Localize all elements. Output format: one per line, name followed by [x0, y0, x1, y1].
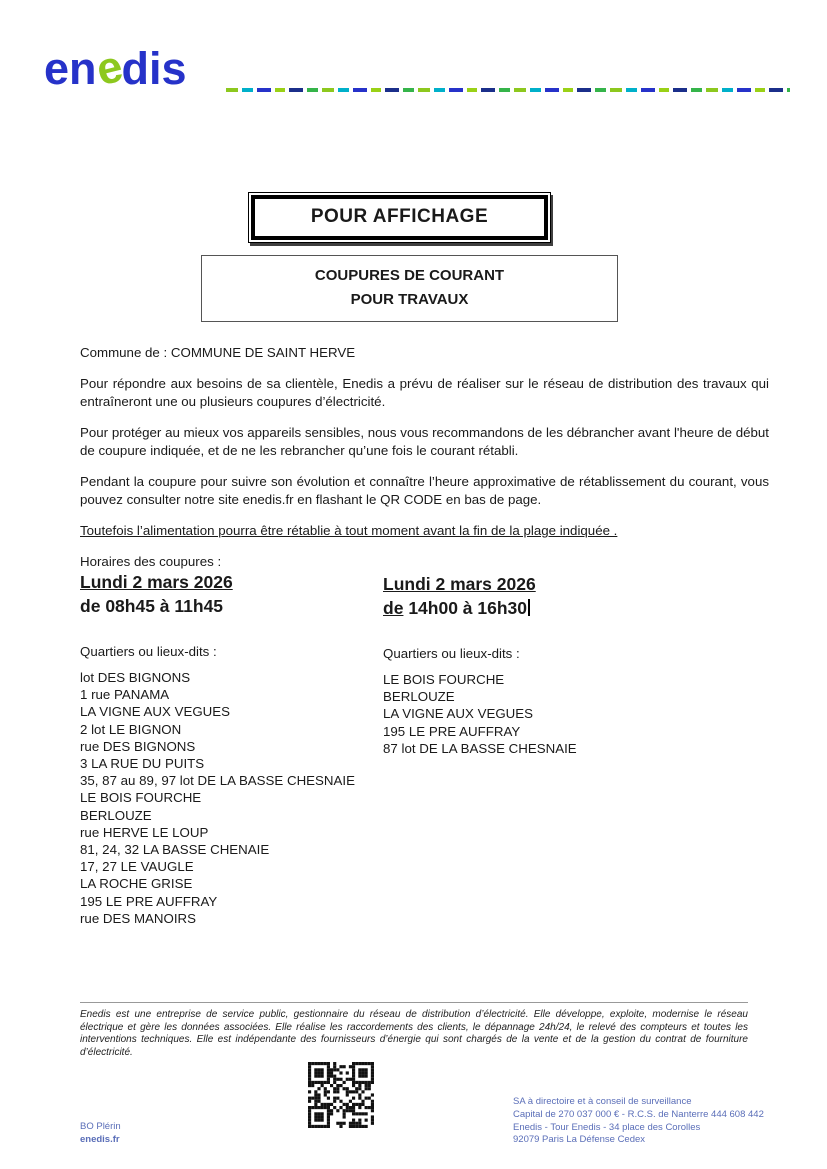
- list-item: LA VIGNE AUX VEGUES: [80, 704, 231, 720]
- company-line: 92079 Paris La Défense Cedex: [513, 1134, 646, 1146]
- schedule-left-date: Lundi 2 mars 2026: [80, 572, 233, 592]
- list-item: rue DES BIGNONS: [80, 738, 196, 754]
- schedule-left-label: Quartiers ou lieux-dits :: [80, 644, 217, 659]
- list-item: BERLOUZE: [80, 807, 152, 823]
- list-item: lot DES BIGNONS: [80, 670, 191, 685]
- notice-box: [201, 255, 618, 322]
- website-text: enedis.fr: [80, 1133, 120, 1145]
- highlight-sentence: Toutefois l’alimentation pourra être rétablie à tout moment avant la fin de la plage indiquée .: [80, 523, 618, 538]
- list-item: 17, 27 LE VAUGLE: [80, 859, 194, 875]
- pour-affichage-stamp: [248, 192, 551, 243]
- qr-code: [308, 1062, 374, 1128]
- office-name: BO Plérin: [80, 1121, 121, 1132]
- list-item: 35, 87 au 89, 97 lot DE LA BASSE CHESNAIE: [80, 773, 355, 789]
- footer-office-block: [80, 1121, 121, 1146]
- brand-dashed-line: [226, 88, 790, 92]
- schedule-right-time[interactable]: de 14h00 à 16h30: [383, 598, 678, 619]
- list-item: 87 lot DE LA BASSE CHESNAIE: [383, 740, 577, 756]
- list-item: LA ROCHE GRISE: [80, 876, 193, 892]
- list-item: 81, 24, 32 LA BASSE CHENAIE: [80, 842, 270, 858]
- list-item: 195 LE PRE AUFFRAY: [383, 723, 521, 739]
- legal-paragraph: Enedis est une entreprise de service public, gestionnaire du réseau de distribution d’électricité. Elle développe, exploite, modernise le réseau électrique et gère les données associées. Elle réalise les raccordements des clients, le dépannage 24h/24, le relevé des compteurs et toutes les interventions techniques. Elle est indépendante des fournisseurs d’énergie qui sont chargés de la vente et de la gestion du contrat de fourniture d’électricité.: [80, 1002, 748, 1059]
- notice-line1: COUPURES DE COURANT: [314, 267, 505, 284]
- paragraph-1: Pour répondre aux besoins de sa clientèle, Enedis a prévu de réaliser sur le réseau de distribution des travaux qui entraîneront une ou plusieurs coupures d’électricité.: [80, 376, 769, 409]
- commune-line: Commune de : COMMUNE DE SAINT HERVE: [80, 345, 356, 360]
- company-line: Capital de 270 037 000 € - R.C.S. de Nanterre 444 608 442: [513, 1108, 764, 1120]
- enedis-logo: [44, 39, 187, 96]
- list-item: LE BOIS FOURCHE: [80, 790, 202, 806]
- stamp-title: POUR AFFICHAGE: [251, 195, 548, 240]
- list-item: rue HERVE LE LOUP: [80, 824, 209, 840]
- schedule-right-date: Lundi 2 mars 2026: [383, 574, 536, 594]
- schedule-intro: Horaires des coupures :: [80, 554, 222, 569]
- company-line: SA à directoire et à conseil de surveillance: [513, 1096, 692, 1107]
- text-cursor: [528, 599, 530, 616]
- notice-line2: POUR TRAVAUX: [350, 291, 469, 308]
- body-content: [80, 344, 769, 584]
- logo-text-right: dis: [121, 43, 187, 94]
- list-item: 195 LE PRE AUFFRAY: [80, 893, 218, 909]
- list-item: LA VIGNE AUX VEGUES: [383, 706, 534, 722]
- list-item: BERLOUZE: [383, 689, 455, 705]
- logo-text-left: en: [44, 43, 97, 94]
- schedule-right: [383, 574, 678, 757]
- paragraph-3: Pendant la coupure pour suivre son évolution et connaître l’heure approximative de rétablissement du courant, vous pouvez consulter notre site enedis.fr en flashant le QR CODE en bas de page.: [80, 474, 769, 507]
- company-line: Enedis - Tour Enedis - 34 place des Corolles: [513, 1121, 701, 1133]
- list-item: rue DES MANOIRS: [80, 910, 197, 926]
- list-item: 3 LA RUE DU PUITS: [80, 756, 205, 772]
- schedule-right-label: Quartiers ou lieux-dits :: [383, 646, 520, 661]
- schedule-left-time: de 08h45 à 11h45: [80, 596, 224, 616]
- schedule-left: [80, 572, 375, 927]
- list-item: 2 lot LE BIGNON: [80, 721, 182, 737]
- footer-company-block: [513, 1096, 764, 1147]
- logo-green-e-icon: e: [90, 39, 128, 96]
- paragraph-2: Pour protéger au mieux vos appareils sensibles, nous vous recommandons de les débrancher avant l'heure de début de coupure indiquée, et de ne les rebrancher qu’une fois le courant rétabli.: [80, 425, 769, 458]
- list-item: LE BOIS FOURCHE: [383, 672, 505, 687]
- list-item: 1 rue PANAMA: [80, 687, 170, 703]
